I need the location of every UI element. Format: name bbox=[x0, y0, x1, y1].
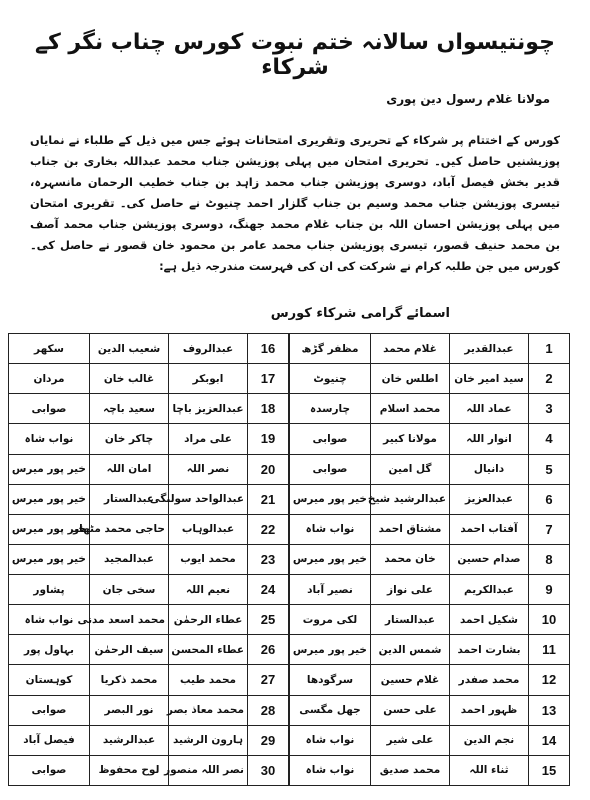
serial-number-cell: 4 bbox=[529, 424, 570, 454]
participants-table-right bbox=[289, 333, 570, 786]
participant-name-cell: نصر اللہ bbox=[169, 454, 248, 484]
table-row bbox=[9, 725, 289, 755]
father-name-cell: شعیب الدین bbox=[90, 334, 169, 364]
table-row bbox=[290, 424, 570, 454]
city-cell: صوابی bbox=[9, 695, 90, 725]
serial-number-cell: 29 bbox=[248, 725, 289, 755]
table-row bbox=[290, 665, 570, 695]
serial-number-cell: 14 bbox=[529, 725, 570, 755]
table-row bbox=[9, 394, 289, 424]
father-name-cell: نور البصر bbox=[90, 695, 169, 725]
father-name-cell: عبدالمجید bbox=[90, 544, 169, 574]
father-name-cell: مشتاق احمد bbox=[371, 514, 450, 544]
participants-table-left bbox=[8, 333, 289, 786]
father-name-cell: سعید باچہ bbox=[90, 394, 169, 424]
father-name-cell: سیف الرحمٰن bbox=[90, 635, 169, 665]
father-name-cell: محمد ذکریا bbox=[90, 665, 169, 695]
table-row bbox=[9, 695, 289, 725]
father-name-cell: عبدالستار bbox=[371, 605, 450, 635]
city-cell: خیر پور میرس bbox=[9, 514, 90, 544]
participant-name-cell: انوار اللہ bbox=[450, 424, 529, 454]
city-cell: چارسدہ bbox=[290, 394, 371, 424]
city-cell: جھل مگسی bbox=[290, 695, 371, 725]
serial-number-cell: 20 bbox=[248, 454, 289, 484]
participant-name-cell: محمد طیب bbox=[169, 665, 248, 695]
participants-heading: اسمائے گرامی شرکاء کورس bbox=[270, 306, 450, 321]
city-cell: صوابی bbox=[9, 755, 90, 785]
serial-number-cell: 13 bbox=[529, 695, 570, 725]
serial-number-cell: 21 bbox=[248, 484, 289, 514]
table-row bbox=[9, 514, 289, 544]
city-cell: کوہستان bbox=[9, 665, 90, 695]
serial-number-cell: 24 bbox=[248, 575, 289, 605]
city-cell: خیر پور میرس bbox=[290, 544, 371, 574]
serial-number-cell: 2 bbox=[529, 364, 570, 394]
city-cell: لکی مروت bbox=[290, 605, 371, 635]
city-cell: خیر پور میرس bbox=[9, 454, 90, 484]
city-cell: صوابی bbox=[290, 424, 371, 454]
father-name-cell: لوح محفوظ bbox=[90, 755, 169, 785]
father-name-cell: حاجی محمد مٹھار bbox=[90, 514, 169, 544]
father-name-cell: امان اللہ bbox=[90, 454, 169, 484]
city-cell: بہاول پور bbox=[9, 635, 90, 665]
father-name-cell: محمد صدیق bbox=[371, 755, 450, 785]
city-cell: سرگودھا bbox=[290, 665, 371, 695]
serial-number-cell: 30 bbox=[248, 755, 289, 785]
intro-paragraph: کورس کے اختتام پر شرکاء کے تحریری وتقریری امتحانات ہوئے جس میں ذیل کے طلباء نے نمایاں پوزیشنیں حاصل کیں۔ تحریری امتحان میں پہلی پوزیشن جناب محمد عبداللہ بخاری بن جناب قدیر بخش فیصل آباد، دوسری پوزیشن جناب محمد زاہد بن جناب خطیب الرحمان مانسہرہ، تیسری پوزیشن جناب محمد وسیم بن جناب گلزار احمد چنیوٹ نے حاصل کی۔ تقریری امتحان میں پہلی پوزیشن احسان اللہ بن جناب غلام محمد جھنگ، دوسری پوزیشن جناب محمد آصف بن محمد حنیف قصور، تیسری پوزیشن جناب محمد عامر بن محمود خان قصور نے حاصل کی۔ کورس میں جن طلبہ کرام نے شرکت کی ان کی فہرست مندرجہ ذیل ہے: bbox=[30, 133, 560, 273]
participant-name-cell: نصر اللہ منصور bbox=[169, 755, 248, 785]
serial-number-cell: 19 bbox=[248, 424, 289, 454]
table-row bbox=[9, 635, 289, 665]
participant-name-cell: نجم الدین bbox=[450, 725, 529, 755]
city-cell: نواب شاہ bbox=[290, 755, 371, 785]
table-row bbox=[290, 725, 570, 755]
father-name-cell: غالب خان bbox=[90, 364, 169, 394]
serial-number-cell: 1 bbox=[529, 334, 570, 364]
city-cell: نصیر آباد bbox=[290, 575, 371, 605]
father-name-cell: علی شیر bbox=[371, 725, 450, 755]
serial-number-cell: 12 bbox=[529, 665, 570, 695]
table-row bbox=[9, 665, 289, 695]
father-name-cell: غلام محمد bbox=[371, 334, 450, 364]
father-name-cell: چاکر خان bbox=[90, 424, 169, 454]
participant-name-cell: عبدالعزیز bbox=[450, 484, 529, 514]
participant-name-cell: محمد صفدر bbox=[450, 665, 529, 695]
serial-number-cell: 16 bbox=[248, 334, 289, 364]
participants-roster bbox=[11, 333, 570, 786]
city-cell: خیر پور میرس bbox=[9, 544, 90, 574]
table-row bbox=[290, 514, 570, 544]
table-row bbox=[290, 605, 570, 635]
father-name-cell: عبدالستار bbox=[90, 484, 169, 514]
table-row bbox=[290, 575, 570, 605]
table-row bbox=[9, 575, 289, 605]
table-row bbox=[9, 605, 289, 635]
serial-number-cell: 10 bbox=[529, 605, 570, 635]
participant-name-cell: عبدالوہاب bbox=[169, 514, 248, 544]
serial-number-cell: 28 bbox=[248, 695, 289, 725]
page-title: چونتیسواں سالانہ ختم نبوت کورس چناب نگر کے شرکاء bbox=[35, 30, 555, 80]
serial-number-cell: 6 bbox=[529, 484, 570, 514]
city-cell: صوابی bbox=[290, 454, 371, 484]
city-cell: نواب شاہ bbox=[290, 725, 371, 755]
table-row bbox=[9, 424, 289, 454]
table-row bbox=[9, 484, 289, 514]
city-cell: پشاور bbox=[9, 575, 90, 605]
city-cell: مظفر گڑھ bbox=[290, 334, 371, 364]
participant-name-cell: ثناء اللہ bbox=[450, 755, 529, 785]
participant-name-cell: سید امیر خان bbox=[450, 364, 529, 394]
participant-name-cell: عماد اللہ bbox=[450, 394, 529, 424]
serial-number-cell: 22 bbox=[248, 514, 289, 544]
participant-name-cell: محمد ایوب bbox=[169, 544, 248, 574]
father-name-cell: علی حسن bbox=[371, 695, 450, 725]
table-row bbox=[9, 755, 289, 785]
participant-name-cell: علی مراد bbox=[169, 424, 248, 454]
serial-number-cell: 27 bbox=[248, 665, 289, 695]
father-name-cell: محمد اسلام bbox=[371, 394, 450, 424]
participant-name-cell: ابوبکر bbox=[169, 364, 248, 394]
participant-name-cell: نعیم اللہ bbox=[169, 575, 248, 605]
table-row bbox=[290, 544, 570, 574]
participant-name-cell: عبدالروف bbox=[169, 334, 248, 364]
author-byline: مولانا غلام رسول دین پوری bbox=[386, 92, 550, 106]
father-name-cell: علی نواز bbox=[371, 575, 450, 605]
participant-name-cell: عبدالواحد سولنگی bbox=[169, 484, 248, 514]
table-row bbox=[290, 695, 570, 725]
father-name-cell: غلام حسین bbox=[371, 665, 450, 695]
serial-number-cell: 8 bbox=[529, 544, 570, 574]
city-cell: مردان bbox=[9, 364, 90, 394]
table-row bbox=[290, 394, 570, 424]
city-cell: نواب شاہ bbox=[9, 424, 90, 454]
participant-name-cell: عطاء المحسن bbox=[169, 635, 248, 665]
participant-name-cell: عبدالقدیر bbox=[450, 334, 529, 364]
table-row bbox=[290, 635, 570, 665]
participant-name-cell: بشارت احمد bbox=[450, 635, 529, 665]
serial-number-cell: 26 bbox=[248, 635, 289, 665]
table-row bbox=[290, 454, 570, 484]
city-cell: خیر پور میرس bbox=[290, 635, 371, 665]
city-cell: سکھر bbox=[9, 334, 90, 364]
table-row bbox=[290, 484, 570, 514]
father-name-cell: سخی جان bbox=[90, 575, 169, 605]
serial-number-cell: 17 bbox=[248, 364, 289, 394]
serial-number-cell: 11 bbox=[529, 635, 570, 665]
city-cell: چنیوٹ bbox=[290, 364, 371, 394]
city-cell: نواب شاہ bbox=[290, 514, 371, 544]
serial-number-cell: 25 bbox=[248, 605, 289, 635]
city-cell: فیصل آباد bbox=[9, 725, 90, 755]
participant-name-cell: دانیال bbox=[450, 454, 529, 484]
participant-name-cell: عبدالعزیز باچا bbox=[169, 394, 248, 424]
father-name-cell: خان محمد bbox=[371, 544, 450, 574]
table-row bbox=[9, 454, 289, 484]
father-name-cell: عبدالرشید bbox=[90, 725, 169, 755]
father-name-cell: عبدالرشید شیخ bbox=[371, 484, 450, 514]
participant-name-cell: ظہور احمد bbox=[450, 695, 529, 725]
participant-name-cell: ہارون الرشید bbox=[169, 725, 248, 755]
participants-table-left-body bbox=[9, 334, 289, 786]
table-row bbox=[290, 334, 570, 364]
participant-name-cell: صدام حسین bbox=[450, 544, 529, 574]
table-row bbox=[9, 544, 289, 574]
city-cell: نواب شاہ bbox=[9, 605, 90, 635]
participants-table-right-body bbox=[290, 334, 570, 786]
serial-number-cell: 15 bbox=[529, 755, 570, 785]
father-name-cell: محمد اسعد مدنی bbox=[90, 605, 169, 635]
city-cell: خیر پور میرس bbox=[290, 484, 371, 514]
table-row bbox=[290, 364, 570, 394]
serial-number-cell: 3 bbox=[529, 394, 570, 424]
participant-name-cell: آفتاب احمد bbox=[450, 514, 529, 544]
serial-number-cell: 7 bbox=[529, 514, 570, 544]
serial-number-cell: 23 bbox=[248, 544, 289, 574]
table-row bbox=[290, 755, 570, 785]
serial-number-cell: 5 bbox=[529, 454, 570, 484]
father-name-cell: شمس الدین bbox=[371, 635, 450, 665]
serial-number-cell: 9 bbox=[529, 575, 570, 605]
participant-name-cell: عطاء الرحمٰن bbox=[169, 605, 248, 635]
table-row bbox=[9, 364, 289, 394]
serial-number-cell: 18 bbox=[248, 394, 289, 424]
table-row bbox=[9, 334, 289, 364]
father-name-cell: گل امین bbox=[371, 454, 450, 484]
father-name-cell: مولانا کبیر bbox=[371, 424, 450, 454]
city-cell: صوابی bbox=[9, 394, 90, 424]
participant-name-cell: عبدالکریم bbox=[450, 575, 529, 605]
participant-name-cell: محمد معاذ بصر bbox=[169, 695, 248, 725]
participant-name-cell: شکیل احمد bbox=[450, 605, 529, 635]
city-cell: خیر پور میرس bbox=[9, 484, 90, 514]
father-name-cell: اطلس خان bbox=[371, 364, 450, 394]
